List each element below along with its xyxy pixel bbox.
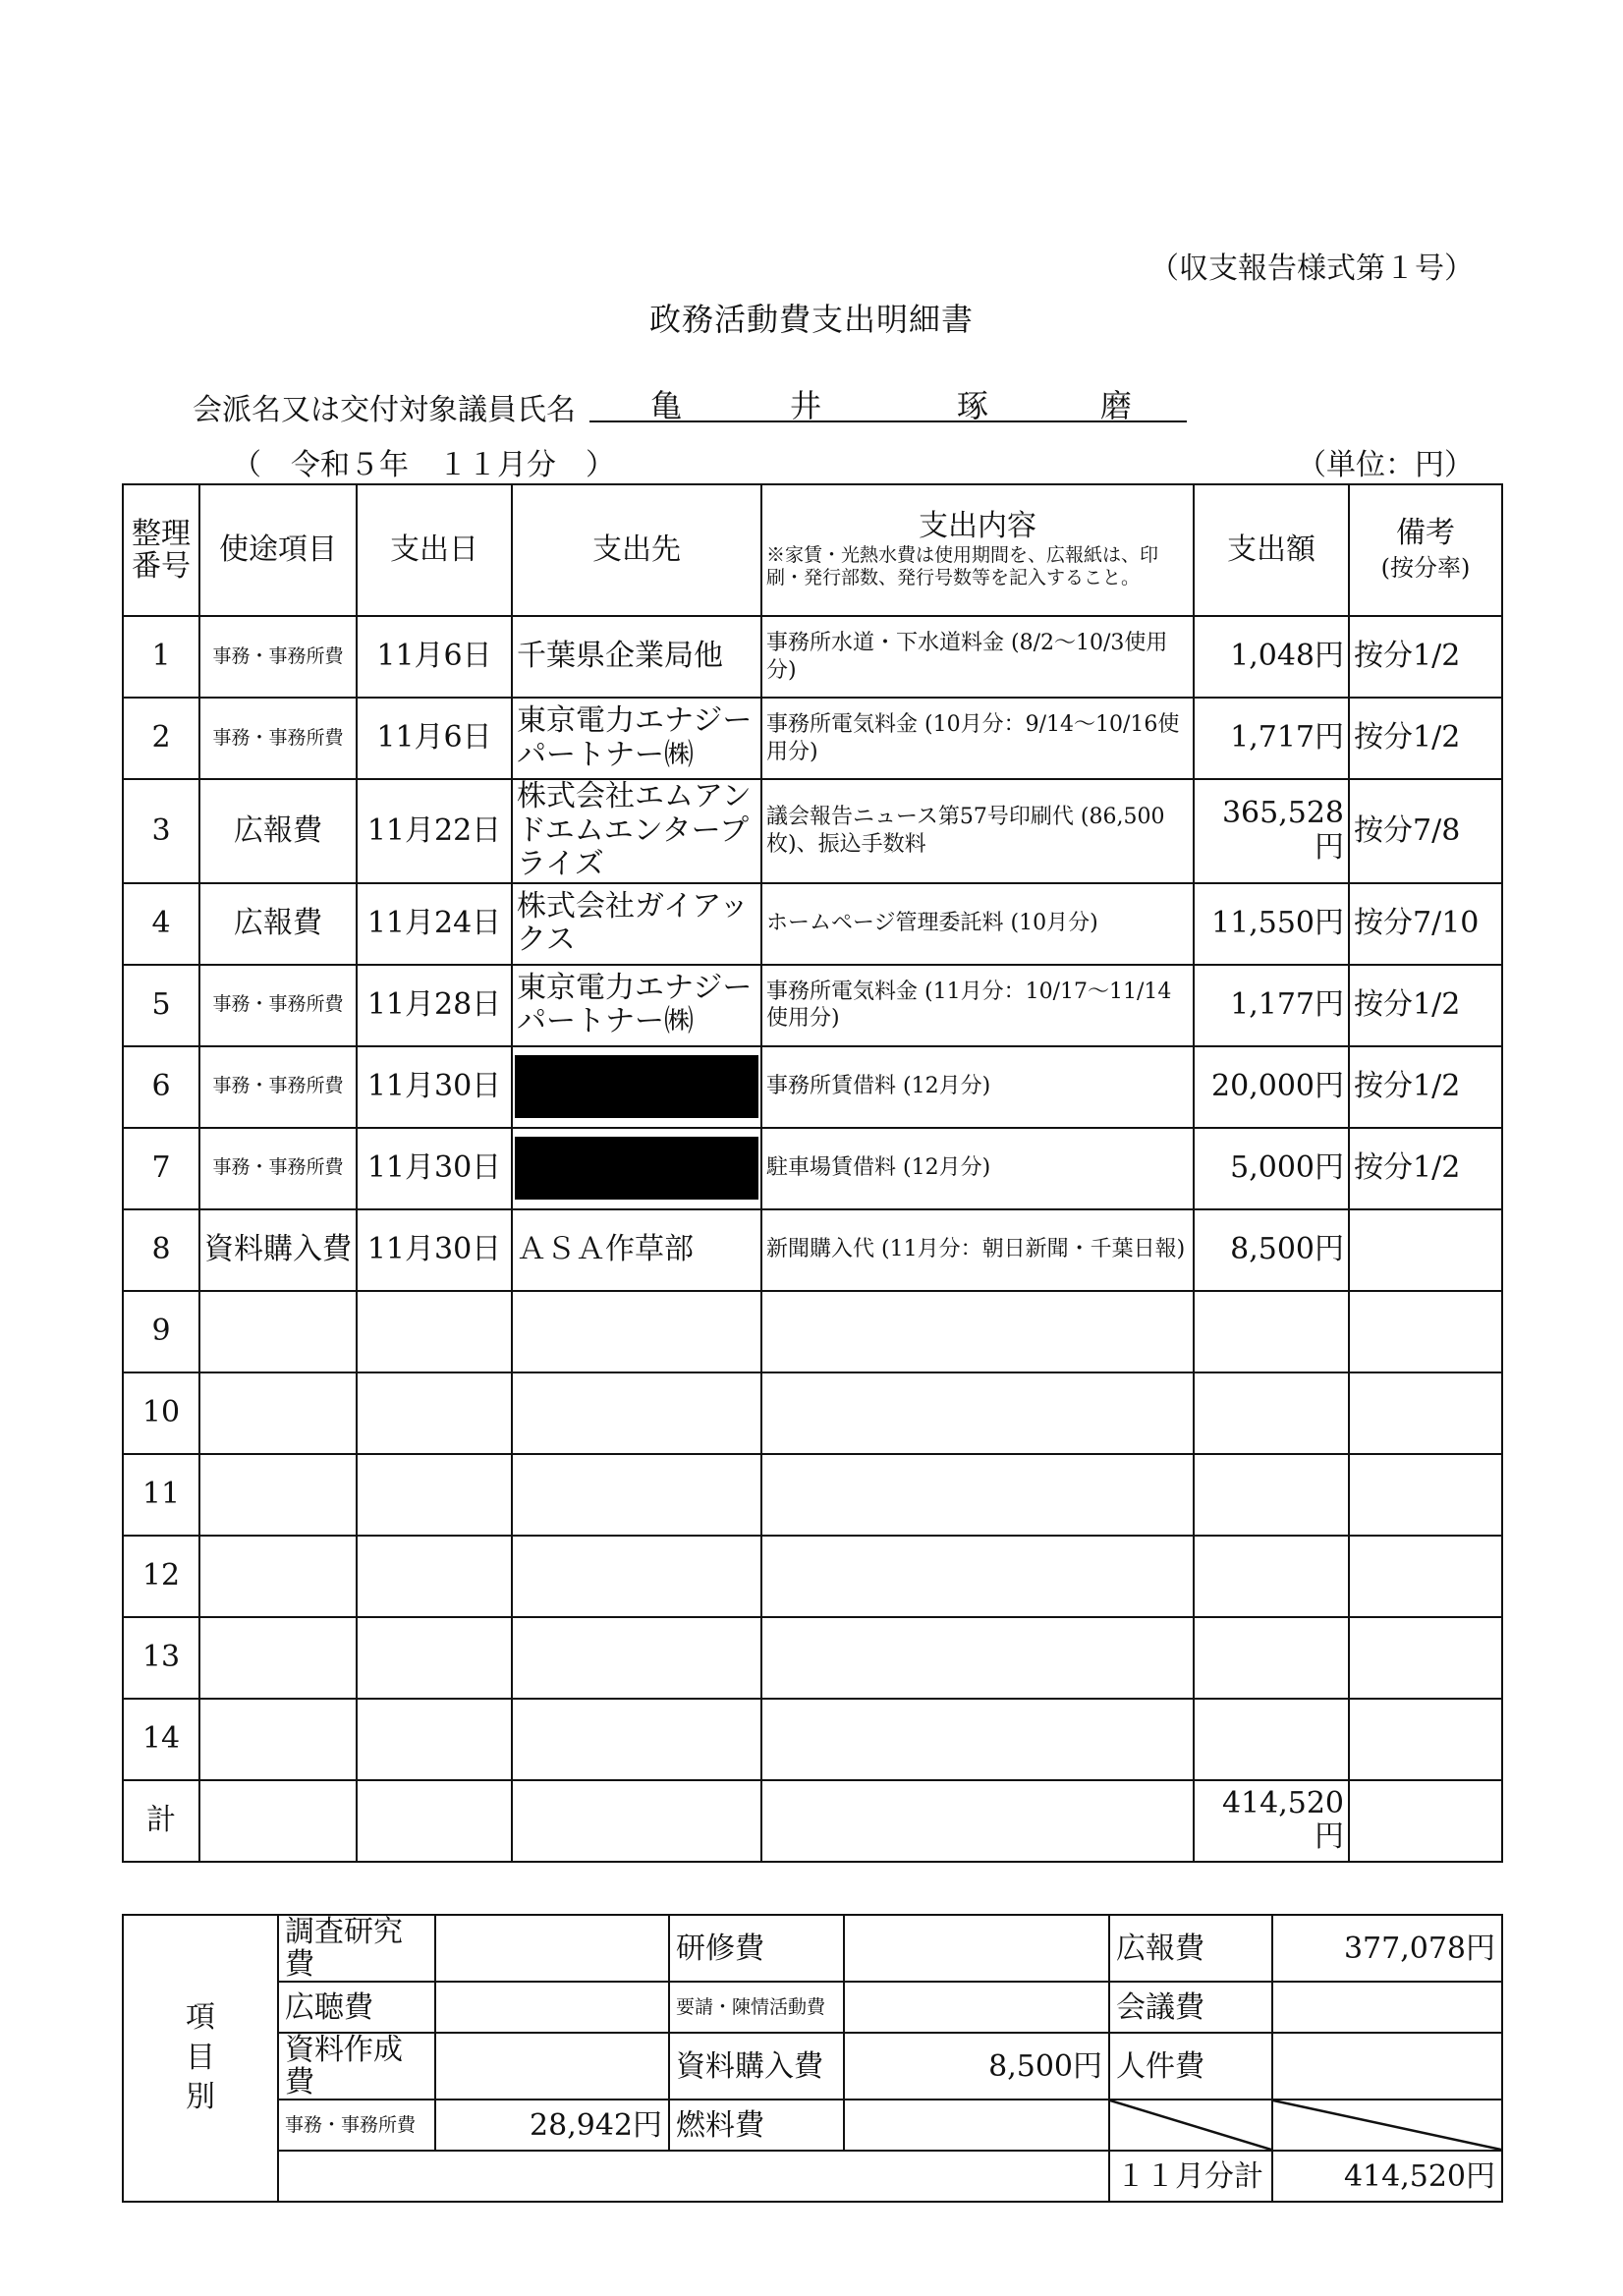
- row-no: 9: [123, 1291, 199, 1372]
- row-no: 2: [123, 698, 199, 779]
- table-row: [123, 1209, 1502, 1291]
- row-remarks: [1349, 1536, 1502, 1617]
- summary-amount: 28,942円: [435, 2100, 669, 2151]
- row-no: 14: [123, 1699, 199, 1780]
- row-no: 6: [123, 1046, 199, 1128]
- member-name-char: 亀: [650, 387, 683, 424]
- row-remarks: 按分7/10: [1349, 883, 1502, 965]
- row-no: 5: [123, 965, 199, 1046]
- member-name-char: 琢: [957, 387, 989, 424]
- header-remarks-title: 備考: [1396, 515, 1455, 550]
- summary-row: [123, 2100, 1502, 2151]
- summary-amount: 377,078円: [1272, 1915, 1502, 1982]
- header-content-note: ※家賃・光熱水費は使用期間を、広報紙は、印刷・発行部数、発行号数等を記入すること。: [766, 543, 1159, 589]
- table-row: [123, 1128, 1502, 1209]
- header-date: 支出日: [357, 484, 512, 616]
- row-amount: [1194, 1699, 1349, 1780]
- summary-amount: [1272, 1982, 1502, 2033]
- header-content-title: 支出内容: [919, 509, 1036, 543]
- table-row: [123, 1454, 1502, 1536]
- row-purpose: [199, 1291, 357, 1372]
- row-content: [761, 1617, 1194, 1699]
- table-row: [123, 1699, 1502, 1780]
- row-no: 4: [123, 883, 199, 965]
- redaction-block: [515, 1137, 758, 1200]
- row-purpose: [199, 1780, 357, 1862]
- header-remarks: [1349, 484, 1502, 616]
- row-no: 7: [123, 1128, 199, 1209]
- row-amount: [1194, 1617, 1349, 1699]
- row-purpose: 資料購入費: [199, 1209, 357, 1291]
- summary-amount: [435, 1982, 669, 2033]
- summary-amount: [1272, 2033, 1502, 2100]
- summary-amount: 8,500円: [844, 2033, 1109, 2100]
- row-remarks: [1349, 1780, 1502, 1862]
- header-amount: 支出額: [1194, 484, 1349, 616]
- row-amount: 5,000円: [1194, 1128, 1349, 1209]
- row-content: 事務所電気料金 (10月分：9/14～10/16使用分): [761, 698, 1194, 779]
- row-payee: [512, 1617, 761, 1699]
- table-row: [123, 1536, 1502, 1617]
- table-row: [123, 779, 1502, 883]
- row-payee: [512, 1128, 761, 1209]
- summary-label: 燃料費: [669, 2100, 844, 2151]
- summary-label: 資料作成費: [278, 2033, 435, 2100]
- table-row: [123, 1372, 1502, 1454]
- row-date: [357, 1699, 512, 1780]
- row-date: 11月30日: [357, 1046, 512, 1128]
- row-purpose: 広報費: [199, 779, 357, 883]
- member-name-char: 磨: [1100, 387, 1133, 424]
- row-date: [357, 1617, 512, 1699]
- row-amount: 11,550円: [1194, 883, 1349, 965]
- summary-amount: [844, 2100, 1109, 2151]
- row-amount: 365,528円: [1194, 779, 1349, 883]
- row-purpose: 事務・事務所費: [199, 698, 357, 779]
- summary-blank: [278, 2151, 1109, 2202]
- row-date: 11月6日: [357, 698, 512, 779]
- row-remarks: 按分1/2: [1349, 698, 1502, 779]
- summary-label: 資料購入費: [669, 2033, 844, 2100]
- unit-label: （単位：円）: [1297, 448, 1474, 482]
- row-amount: [1194, 1536, 1349, 1617]
- row-purpose: 広報費: [199, 883, 357, 965]
- row-purpose: [199, 1372, 357, 1454]
- row-purpose: [199, 1454, 357, 1536]
- redaction-block: [515, 1055, 758, 1118]
- summary-amount: [844, 1915, 1109, 1982]
- row-content: 駐車場賃借料 (12月分): [761, 1128, 1194, 1209]
- row-amount: [1194, 1372, 1349, 1454]
- row-content: 事務所水道・下水道料金 (8/2～10/3使用分): [761, 616, 1194, 698]
- summary-side-label: 項 目 別: [123, 1915, 278, 2202]
- row-date: 11月30日: [357, 1209, 512, 1291]
- row-content: 事務所賃借料 (12月分): [761, 1046, 1194, 1128]
- row-payee: [512, 1536, 761, 1617]
- row-date: [357, 1372, 512, 1454]
- row-date: 11月30日: [357, 1128, 512, 1209]
- header-purpose: 使途項目: [199, 484, 357, 616]
- row-date: 11月6日: [357, 616, 512, 698]
- table-row: [123, 616, 1502, 698]
- row-payee: ＡＳＡ作草部: [512, 1209, 761, 1291]
- summary-blank-diagonal: [1109, 2100, 1272, 2151]
- row-content: [761, 1291, 1194, 1372]
- row-date: [357, 1780, 512, 1862]
- row-content: 新聞購入代 (11月分：朝日新聞・千葉日報): [761, 1209, 1194, 1291]
- row-no: 11: [123, 1454, 199, 1536]
- table-row: [123, 883, 1502, 965]
- row-purpose: [199, 1699, 357, 1780]
- expenditure-table: [122, 483, 1503, 1863]
- month-total-amount: 414,520円: [1272, 2151, 1502, 2202]
- row-purpose: 事務・事務所費: [199, 1046, 357, 1128]
- row-content: [761, 1372, 1194, 1454]
- row-remarks: 按分7/8: [1349, 779, 1502, 883]
- row-amount: 20,000円: [1194, 1046, 1349, 1128]
- row-content: [761, 1454, 1194, 1536]
- table-row: [123, 1046, 1502, 1128]
- summary-row: [123, 1982, 1502, 2033]
- table-row: [123, 1617, 1502, 1699]
- row-amount: 1,717円: [1194, 698, 1349, 779]
- row-amount: [1194, 1454, 1349, 1536]
- total-row: [123, 1780, 1502, 1862]
- row-remarks: [1349, 1209, 1502, 1291]
- row-amount: 8,500円: [1194, 1209, 1349, 1291]
- row-date: [357, 1454, 512, 1536]
- total-label: 計: [123, 1780, 199, 1862]
- row-no: 12: [123, 1536, 199, 1617]
- total-amount: 414,520円: [1194, 1780, 1349, 1862]
- row-content: [761, 1699, 1194, 1780]
- row-payee: 株式会社ガイアックス: [512, 883, 761, 965]
- row-amount: 1,177円: [1194, 965, 1349, 1046]
- row-content: [761, 1780, 1194, 1862]
- row-purpose: 事務・事務所費: [199, 616, 357, 698]
- summary-blank-diagonal: [1272, 2100, 1502, 2151]
- row-purpose: [199, 1617, 357, 1699]
- category-summary-table: [122, 1914, 1503, 2203]
- row-remarks: 按分1/2: [1349, 616, 1502, 698]
- header-content: [761, 484, 1194, 616]
- row-remarks: [1349, 1291, 1502, 1372]
- summary-label: 要請・陳情活動費: [669, 1982, 844, 2033]
- row-no: 3: [123, 779, 199, 883]
- summary-amount: [435, 2033, 669, 2100]
- summary-row: [123, 2033, 1502, 2100]
- report-period: （ 令和５年 １１月分 ）: [232, 448, 615, 482]
- summary-label: 研修費: [669, 1915, 844, 1982]
- summary-amount: [844, 1982, 1109, 2033]
- row-payee: 東京電力エナジーパートナー㈱: [512, 698, 761, 779]
- row-remarks: [1349, 1699, 1502, 1780]
- row-no: 8: [123, 1209, 199, 1291]
- row-content: [761, 1536, 1194, 1617]
- row-no: 1: [123, 616, 199, 698]
- row-remarks: [1349, 1617, 1502, 1699]
- row-date: 11月28日: [357, 965, 512, 1046]
- table-header-row: [123, 484, 1502, 616]
- row-remarks: [1349, 1372, 1502, 1454]
- summary-label: 調査研究費: [278, 1915, 435, 1982]
- row-remarks: [1349, 1454, 1502, 1536]
- row-payee: 東京電力エナジーパートナー㈱: [512, 965, 761, 1046]
- row-payee: [512, 1699, 761, 1780]
- member-name-char: 井: [790, 387, 822, 424]
- summary-label: 広聴費: [278, 1982, 435, 2033]
- row-amount: 1,048円: [1194, 616, 1349, 698]
- summary-label: 広報費: [1109, 1915, 1272, 1982]
- row-purpose: 事務・事務所費: [199, 965, 357, 1046]
- row-payee: [512, 1454, 761, 1536]
- row-content: 議会報告ニュース第57号印刷代 (86,500枚)、振込手数料: [761, 779, 1194, 883]
- summary-label: 事務・事務所費: [278, 2100, 435, 2151]
- summary-total-row: [123, 2151, 1502, 2202]
- table-row: [123, 1291, 1502, 1372]
- summary-row: [123, 1915, 1502, 1982]
- table-row: [123, 698, 1502, 779]
- summary-label: 会議費: [1109, 1982, 1272, 2033]
- member-name: [589, 381, 1187, 422]
- row-date: 11月22日: [357, 779, 512, 883]
- header-remarks-sub: (按分率): [1380, 554, 1471, 582]
- row-payee: 千葉県企業局他: [512, 616, 761, 698]
- header-payee: 支出先: [512, 484, 761, 616]
- month-total-label: １１月分計: [1109, 2151, 1272, 2202]
- table-row: [123, 965, 1502, 1046]
- row-content: 事務所電気料金 (11月分：10/17～11/14使用分): [761, 965, 1194, 1046]
- row-payee: [512, 1046, 761, 1128]
- row-content: ホームページ管理委託料 (10月分): [761, 883, 1194, 965]
- member-name-label: 会派名又は交付対象議員氏名: [193, 393, 576, 427]
- row-remarks: 按分1/2: [1349, 965, 1502, 1046]
- row-purpose: [199, 1536, 357, 1617]
- row-remarks: 按分1/2: [1349, 1046, 1502, 1128]
- row-amount: [1194, 1291, 1349, 1372]
- summary-label: 人件費: [1109, 2033, 1272, 2100]
- row-payee: [512, 1780, 761, 1862]
- summary-amount: [435, 1915, 669, 1982]
- row-remarks: 按分1/2: [1349, 1128, 1502, 1209]
- document-title: 政務活動費支出明細書: [648, 301, 974, 338]
- header-no: 整理番号: [123, 484, 199, 616]
- row-payee: [512, 1372, 761, 1454]
- row-date: 11月24日: [357, 883, 512, 965]
- row-no: 10: [123, 1372, 199, 1454]
- form-number: （収支報告様式第１号）: [1149, 252, 1474, 286]
- row-date: [357, 1291, 512, 1372]
- row-no: 13: [123, 1617, 199, 1699]
- row-payee: [512, 1291, 761, 1372]
- row-purpose: 事務・事務所費: [199, 1128, 357, 1209]
- row-payee: 株式会社エムアンドエムエンタープライズ: [512, 779, 761, 883]
- row-date: [357, 1536, 512, 1617]
